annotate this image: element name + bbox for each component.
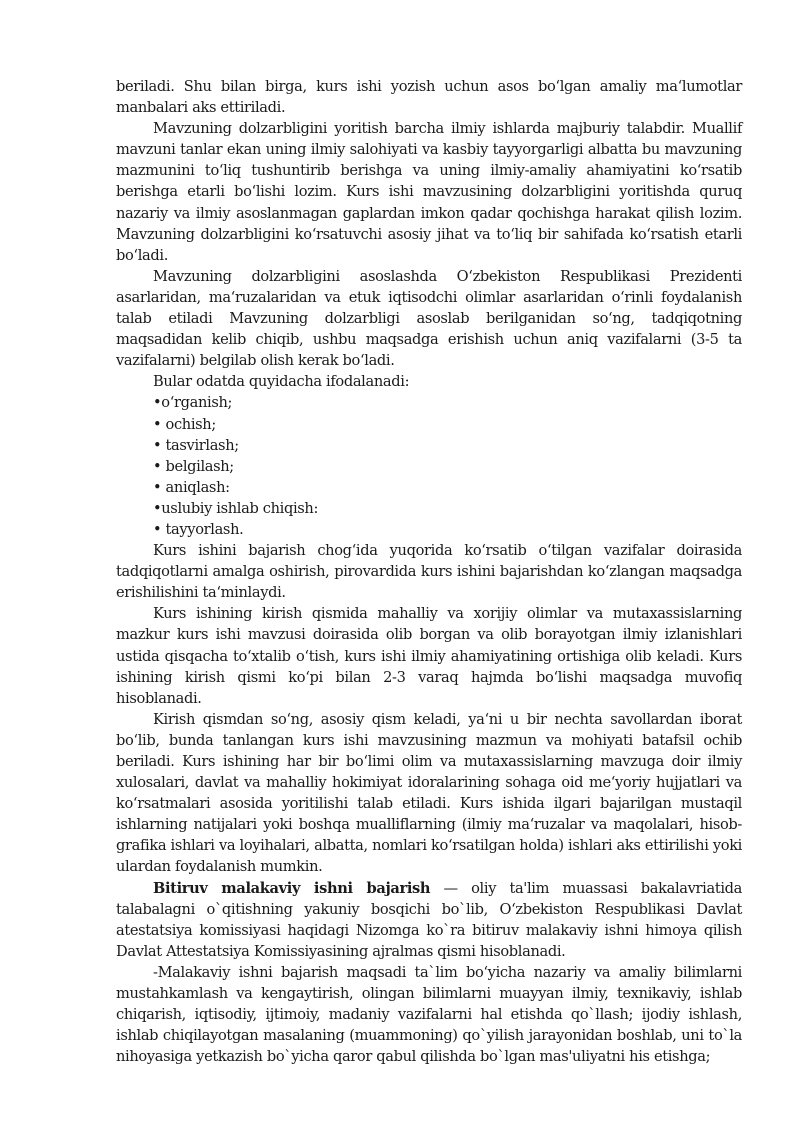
task-list <box>116 392 742 540</box>
paragraph-8: -Malakaviy ishni bajarish maqsadi ta`lim bo‘yicha nazariy va amaliy bilimlarni mustahkamlash va kengaytirish, olingan bilimlarni muayyan ilmiy, texnikaviy, ishlab chiqarish, iqtisodiy, ijtimoiy, madaniy vazifalarni hal etishda qo`llash; ijodiy ishlash, ishlab chiqilayotgan masalaning (muammoning) qo`yilish jarayonidan boshlab, uni to`la nihoyasiga yetkazish bo`yicha qaror qabul qilishda bo`lgan mas'uliyatni his etishga; <box>116 963 742 1066</box>
list-item: • aniqlash: <box>153 478 230 496</box>
paragraph-7 <box>116 878 742 962</box>
paragraph-4: Kurs ishini bajarish chog‘ida yuqorida ko‘rsatib o‘tilgan vazifalar doirasida tadqiqotlarni amalga oshirish, pirovardida kurs ishini bajarishdan ko‘zlangan maqsadga erishilishini ta‘minlaydi. <box>116 542 742 602</box>
list-item: •uslubiy ishlab chiqish: <box>153 499 319 517</box>
list-item: • ochish; <box>153 415 216 433</box>
paragraph-0: beriladi. Shu bilan birga, kurs ishi yozish uchun asos bo‘lgan amaliy ma‘lumotlar manbalari aks ettiriladi. <box>116 78 742 117</box>
list-item: • tayyorlash. <box>153 520 244 538</box>
term-definition: — oliy ta'lim muassasi bakalavriatida talabalagni o`qitishning yakuniy bosqichi bo`lib, O‘zbekiston Respublikasi Davlat atestatsiya komissiyasi haqidagi Nizomga ko`ra bitiruv malakaviy ishni himoya qilish Davlat Attestatsiya Komissiyasining ajralmas qismi hisoblanadi. <box>116 879 743 960</box>
list-item: •o‘rganish; <box>153 394 233 412</box>
paragraph-6: Kirish qismdan so‘ng, asosiy qism keladi, ya‘ni u bir nechta savollardan iborat bo‘lib, bunda tanlangan kurs ishi mavzusining mazmun va mohiyati batafsil ochib beriladi. Kurs ishining har bir bo‘limi olim va mutaxassislarning mavzuga doir ilmiy xulosalari, davlat va mahalliy hokimiyat idoralarining sohaga oid me‘yoriy hujjatlari va ko‘rsatmalari asosida yoritilishi talab etiladi. Kurs ishida ilgari bajarilgan mustaqil ishlarning natijalari yoki boshqa mualliflarning (ilmiy ma‘ruzalar va maqolalari, hisob-grafika ishlari va loyihalari, albatta, nomlari ko‘rsatilgan holda) ishlari aks ettirilishi yoki ulardan foydalanish mumkin. <box>116 710 742 876</box>
list-item: • belgilash; <box>153 457 234 475</box>
paragraph-3: Bular odatda quyidacha ifodalanadi: <box>153 373 410 391</box>
paragraph-1: Mavzuning dolzarbligini yoritish barcha ilmiy ishlarda majburiy talabdir. Muallif mavzuni tanlar ekan uning ilmiy salohiyati va kasbiy tayyorgarligi albatta bu mavzuning mazmunini to‘liq tushuntirib berishga va uning ilmiy-amaliy ahamiyatini ko‘rsatib berishga etarli bo‘lishi lozim. Kurs ishi mavzusining dolzarbligini yoritishda quruq nazariy va ilmiy asoslanmagan gaplardan imkon qadar qochishga harakat qilish lozim. Mavzuning dolzarbligini ko‘rsatuvchi asosiy jihat va to‘liq bir sahifada ko‘rsatish etarli bo‘ladi. <box>116 120 742 264</box>
document-page <box>116 76 742 1067</box>
term-heading: Bitiruv malakaviy ishni bajarish <box>153 879 431 897</box>
list-item: • tasvirlash; <box>153 436 239 454</box>
paragraph-2: Mavzuning dolzarbligini asoslashda O‘zbekiston Respublikasi Prezidenti asarlaridan, ma‘ruzalaridan va etuk iqtisodchi olimlar asarlaridan o‘rinli foydalanish talab etiladi Mavzuning dolzarbligi asoslab berilganidan so‘ng, tadqiqotning maqsadidan kelib chiqib, ushbu maqsadga erishish uchun aniq vazifalarni (3-5 ta vazifalarni) belgilab olish kerak bo‘ladi. <box>116 267 742 370</box>
paragraph-5: Kurs ishining kirish qismida mahalliy va xorijiy olimlar va mutaxassislarning mazkur kurs ishi mavzusi doirasida olib borgan va olib borayotgan ilmiy izlanishlari ustida qisqacha to‘xtalib o‘tish, kurs ishi ilmiy ahamiyatining ortishiga olib keladi. Kurs ishining kirish qismi ko‘pi bilan 2-3 varaq hajmda bo‘lishi maqsadga muvofiq hisoblanadi. <box>116 605 742 707</box>
